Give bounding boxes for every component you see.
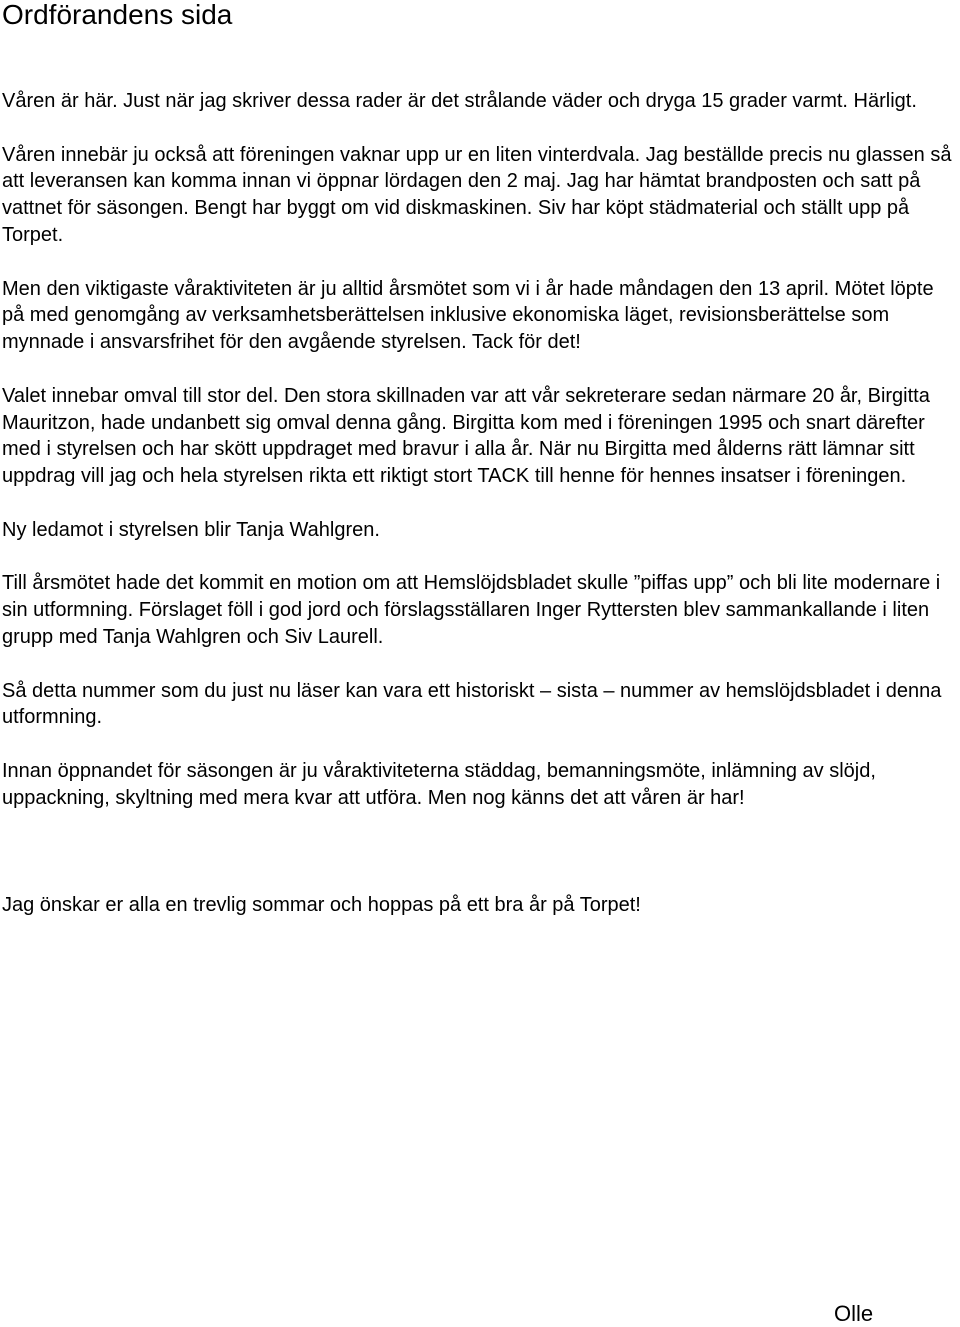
paragraph-season-tasks: Innan öppnandet för säsongen är ju våraktiviteterna städdag, bemanningsmöte, inlämning av slöjd, uppackning, skyltning med mera kvar att utföra. Men nog känns det att våren är har! (2, 759, 876, 809)
paragraph-spring-intro: Våren är här. Just när jag skriver dessa rader är det strålande väder och dryga 15 grader varmt. Härligt. (2, 90, 917, 112)
signature: Olle (834, 1301, 874, 1326)
paragraph-annual-meeting: Men den viktigaste våraktiviteten är ju alltid årsmötet som vi i år hade måndagen den 13 april. Mötet löpte på med genomgång av verksamhetsberättelsen inklusive ekonomiska läget, revisionsberättelse som mynnade i ansvarsfrihet för den avgående styrelsen. Tack för det! (2, 277, 934, 354)
paragraph-motion: Till årsmötet hade det kommit en motion om att Hemslöjdsbladet skulle ”piffas upp” och bli lite modernare i sin utformning. Förslaget föll i god jord och förslagsställaren Inger Ryttersten blev sammankallande i liten grupp med Tanja Wahlgren och Siv Laurell. (2, 572, 941, 648)
paragraph-new-member: Ny ledamot i styrelsen blir Tanja Wahlgren. (2, 518, 380, 541)
letter-body (2, 88, 952, 919)
paragraph-closing-wish: Jag önskar er alla en trevlig sommar och hoppas på ett bra år på Torpet! (2, 893, 641, 916)
paragraph-historic-issue: Så detta nummer som du just nu läser kan vara ett historiskt – sista – nummer av hemslöjdsbladet i denna utformning. (2, 679, 942, 729)
paragraph-preparations: Våren innebär ju också att föreningen vaknar upp ur en liten vinterdvala. Jag beställde precis nu glassen så att leveransen kan komma innan vi öppnar lördagen den 2 maj. Jag har hämtat brandposten och satt på vattnet för säsongen. Bengt har byggt om vid diskmaskinen. Siv har köpt städmaterial och ställt upp på Torpet. (2, 143, 952, 246)
page-title: Ordförandens sida (2, 0, 233, 30)
paragraph-election: Valet innebar omval till stor del. Den stora skillnaden var att vår sekreterare sedan närmare 20 år, Birgitta Mauritzon, hade undanbett sig omval denna gång. Birgitta kom med i föreningen 1995 och snart därefter med i styrelsen och har skött uppdraget med bravur i alla år. När nu Birgitta med ålderns rätt lämnar sitt uppdrag vill jag och hela styrelsen rikta ett riktigt stort TACK till henne för hennes insatser i föreningen. (2, 384, 930, 488)
